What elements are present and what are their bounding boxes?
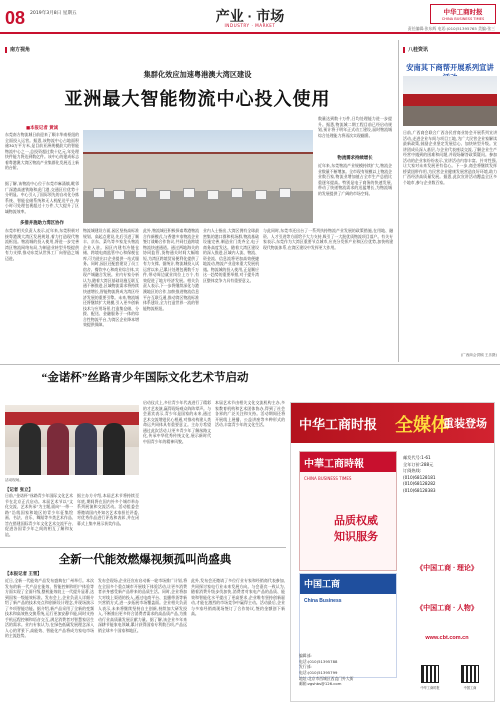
page-header [0,0,500,34]
paper-times-sub: CHINA BUSINESS TIMES [304,476,352,481]
product-byline: 【本报记者 王雪】 [5,572,42,577]
logo-subtitle: CHINA BUSINESS TIMES [441,17,485,21]
ad-banner-title: 中华工商时报 [299,417,378,432]
section-subtitle: INDUSTRY · MARKET [224,23,276,28]
article-col5-para3: 与此同时,东莞市还出台了一系列扶持物流产业发展的政策措施,在用地、融资、人才引进等方面给予大力支持,吸引了一大批优质物流项目落户。有关专家表示,东莞作为大湾区重要节点城市,应充分发挥产业和区位优势,加快构建现代物流体系,在湾区建设中发挥更大作用。 [263,228,393,250]
editor-line: 责任编辑:张东辉 电话:(010)51395765 美编:张三 [407,26,495,31]
festival-body2: 据主办方介绍,本届艺术节将持续至年底,期间将在国内外多个城市举办系列展演和交流活动。活动组委会将邀请国内外知名艺术家担任评委,对优秀作品进行评选和表彰,并在闭幕式上集中展示获奖作品。 [77,493,139,526]
ad-info-line: (010)68128181 [403,474,436,480]
guangxi-headline: 安南其下商帮开展系列宣讲 [406,63,494,72]
article-col5-subhead: 物流需求持续增长 [337,156,373,161]
section-title: 产业 · 市场 [215,8,285,24]
paper-business-title: 中国工商 [304,579,341,589]
masthead-logo [430,4,496,24]
festival-body1: 日前,“金诺杯”丝路青少年国际文化艺术节在北京正式启动。本届艺术节以“文化交流、艺术传承”为主题,面向“一带一路”沿线国家和地区的青少年征集绘画、书法、音乐、舞蹈等多类艺术作品,旨在搭建国际青少年文化艺术交流平台,促进各国青少年之间的相互了解和友谊。 [5,493,73,537]
festival-photo [5,405,139,475]
ad-banner [291,403,494,443]
page-number: 08 [5,8,26,28]
product-col3: 此外,发布会还邀请了多位行业专家和经销商代表参加,共同探讨家电行业未来发展方向。与会嘉宾一致认为,随着消费升级步伐加快,消费者对家电产品的品质、能效和智能化水平提出了更高要求,企业唯有坚持创新驱动,才能在激烈的市场竞争中赢得主动。活动最后,企业与多家经销商现场签订了合作协议,签约金额创下新高。 [191,578,285,617]
article-col1-subhead: 多措并施助力湾区协作 [20,221,64,226]
ad-info-line: 订阅热线: [403,468,422,473]
ad-contacts [299,653,409,687]
ad-sub1: 《中国工商 · 理论》 [416,564,478,572]
product-headline: 全新一代能效燃爆视频孤叫尚盛典 [58,554,232,566]
festival-body4: 本届艺术节由相关文化交流机构主办,多家教育机构和艺术团体协办,得到了社会各界的广泛关注和支持。活动期间还将开展线上展播、公益讲座等多种形式的活动,丰富青少年的文化生活。 [215,400,285,428]
qr-label: 中华工商时报 [420,686,440,690]
issue-date: 2019年3月8日 星期五 [30,11,77,16]
article-headline: 亚洲最大智能物流中心投入使用 [64,89,331,109]
ad-info-line: (010)68128383 [403,487,436,493]
section-tag-guangxi: 八桂资讯 [403,46,428,53]
ad-contact-line: 发行部: [299,664,312,670]
ad-contact-line: 电话:(010)51395799 [299,670,338,676]
article-col1-para3: 东莞市相关负责人表示,近年来,东莞积极对接粤港澳大湾区发展规划,着力打造现代物流枢纽。物流城的投入使用,将进一步完善湾区物流网络布局,为制造业转型升级提供有力支撑,推动东莞从世界工厂向智造之城迈进。 [5,228,79,261]
ad-contact-line: 邮箱:zgshbs@126.com [299,681,342,687]
column-divider [398,40,399,362]
ad-sub2: 《中国工商 · 人物》 [416,604,478,612]
article-col3: 此外,物流城还积极探索粤港物流合作新模式,与香港多家物流企业签订战略合作协议,共同打造跨境物流快速通道。通过两地海关的协同监管,货物通关时间大幅缩短,为湾区跨境贸易便利化提供了有力支撑。据统计,物流城投入试运营以来,已累计处理包裹数千万件,带动周边就业岗位上万个,有效促进了地方经济发展。相关负责人表示,下一步将继续深化与港澳地区的合作,加快推进物流信息平台互联互通,推动湾区物流标准体系建设,全力打造世界一流的智能物流枢纽。 [143,228,199,311]
lower-divider [0,547,286,548]
qr-code-icon [461,665,479,683]
ad-banner-accent: 全媒体 [395,415,449,435]
qr-code-icon [421,665,439,683]
article-col2: 物流城建设方面,园区坚持高标准规划、高起点建设,先后引进了顺丰、京东、菜鸟等多家龙头物流企业入驻。园区内建有冷链仓储、跨境电商监管中心和保税仓库,可为进出口企业提供一站式服务。同时,园区还配套建设了员工宿舍、餐饮中心和商业综合体,实现产城融合发展。业内专家分析认为,随着大湾区基础设施互联互通不断推进,区域物流需求将持续快速增长,智能物流将成为湾区经济发展的重要引擎。未来,物流城还将继续扩大规模,引入更多创新技术与应用场景,打造集仓储、分拨、配送、金融服务于一体的综合性物流平台,为湾区企业降本增效提供保障。 [83,228,139,328]
qr-label: 中国工商 [463,686,477,690]
article-col4: 业内人士指出,大湾区拥有全球最密集的港口群和机场群,物流基础设施完善,制造业门类齐全,电子商务高度发达。随着大湾区建设的深入推进,区域内人流、物流、资金流、信息流将更加高效便捷地流动,物流产业迎来重大发展机遇。物流城的投入使用,正是顺应这一趋势的重要举措,对于提升湾区整体竞争力具有重要意义。 [203,228,259,283]
ad-contact-line: 电话:(010)51395788 [299,658,338,664]
paper-times-title: 中華工商時報 [304,459,364,470]
subscription-ad [290,402,495,702]
paper-times-slogan1: 品质权威 [334,515,378,527]
section-divider [0,364,500,365]
guangxi-body: 日前,广西商会联合广西各民营商业协会开展系列宣讲活动,走进企业车间与项目工地,为广大民营企业家解读最新政策,鼓励企业坚定发展信心、加快转型升级。宣讲团成员深入基层,与企业代表座谈交流,了解企业生产经营中遇到的困难和问题,并现场解答政策疑问。参加活动的企业家纷纷表示,宣讲活动内容丰富、针对性强,让大家对未来发展更有信心。下一步,商会将继续发挥桥梁纽带作用,为民营企业健康发展营造良好环境,助力广西经济高质量发展。据悉,此次宣讲活动覆盖全区多个地市,参与企业数百家。 [403,130,497,185]
article-col5-para2: 近年来,东莞物流产业规模持续扩大,物流企业数量不断增加。全市现有规模以上物流企业数百家,物流业增加值占全市生产总值比重逐年提高。特别是电子商务的快速发展,带动了快递物流需求的迅猛增长,为物流城的发展提供了广阔的市场空间。 [318,163,392,196]
section-tag-south: 南方视角 [5,46,30,53]
product-col2: 发布会现场,企业还宣布启动新一轮市场推广计划,将在全国多个重点城市开展线下体验活动,让更多消费者亲身感受新产品带来的品质生活。同时,企业将加大对线上渠道的投入,通过电商平台、直播带货等新兴营销方式,进一步拓展市场覆盖面。企业相关负责人表示,未来将继续坚持自主创新,持续加大研发投入,不断推出更多符合消费者需求的高品质产品,为推动行业高质量发展贡献力量。据了解,该企业多年来深耕节能家电领域,累计获得国家专利数百项,产品远销全球多个国家和地区。 [98,578,187,633]
article-col5-para1: 数量达到数十万件,日均处理能力进一步提升。据悉,物流城二期工程目前已经启动规划,预计将于明年正式动工建设,届时物流城综合处理能力将再次实现翻番。 [318,116,392,138]
article-byline: ■本报记者 黄诚 [26,126,59,131]
ad-info-line: 全年订价:288元 [403,461,434,467]
paper-times-slogan2: 知识服务 [334,531,378,543]
ad-contact-line: 编辑部: [299,653,312,658]
ad-info [403,455,491,494]
ad-website[interactable]: www.cbt.com.cn [425,635,469,641]
guangxi-photo [403,76,497,126]
festival-body3: 启动仪式上,多位青少年代表进行了精彩的才艺表演,赢得现场观众阵阵掌声。与会嘉宾表示,青少年是国家的未来,通过艺术交流增进民心相通,对推动构建人类命运共同体具有重要意义。主办方希望通过此次活动,让更多青少年了解丝路文化,传承中华优秀传统文化,展示新时代中国青少年的精神风貌。 [143,400,211,444]
article-col1-para2: 据了解,该物流中心位于东莞市麻涌镇,毗邻广深港高速铁路和虎门港,交通区位优势十分明显。中心引入了国际领先的自动化分拣系统、智能仓储系统和无人机配送平台,每小时可处理包裹超过十万件,大大提升了区域物流效率。 [5,181,79,214]
ad-paper-times [299,451,397,571]
ad-contact-line: 地址:北京市西城区西直门外大街 [299,675,354,681]
festival-headline: “金诺杯”丝路青少年国际文化艺术节启动 [41,372,249,384]
ad-info-line: 邮发代号:1-61 [403,455,431,460]
ad-banner-tail: 重装登场 [443,418,487,430]
ad-info-line: (010)68128282 [403,481,436,486]
article-col1-para1: 东莞南方物流城日前迎来了顺丰华南枢纽的全面投入运营。据悉,该物流中心占地面积逾30万平方米,是目前亚洲规模最大的智能物流中心之一,总投资超过数十亿元,年处理快件能力将达到数亿件。该中心的建成标志着粤港澳大湾区物流产业集群化发展迈上新的台阶。 [5,132,79,171]
festival-byline: 【记者 张立】 [5,488,33,493]
paper-business-en: China Business [304,598,342,604]
logistics-photo [83,130,313,223]
guangxi-credit: (广西商会供稿 王乐摄) [460,353,497,357]
logo-title: 中华工商时报 [443,9,483,16]
festival-photo-caption: 活动现场。 [5,478,23,482]
product-col1: 近日,全新一代能效产品发布盛典在广州举行。本次发布的新一代产品在能效、智能控制和用户体验等方面实现了全面升级,整机能效较上一代提升显著,达到国家一级能效标准。发布会上,企业负责人详细介绍了新产品的技术亮点和创新设计理念,并现场演示了多项智能功能。据介绍,新产品采用了全新的变频技术和高效热交换系统,运行更加安静节能,同时支持手机远程控制和语音交互,满足消费者对智慧家居生活的需求。业内专家认为,在绿色低碳发展理念深入人心的背景下,高能效、智能化产品将成为家电市场的主流趋势。 [5,578,94,639]
article-kicker: 集群化效应加速粤港澳大湾区建设 [143,71,252,79]
